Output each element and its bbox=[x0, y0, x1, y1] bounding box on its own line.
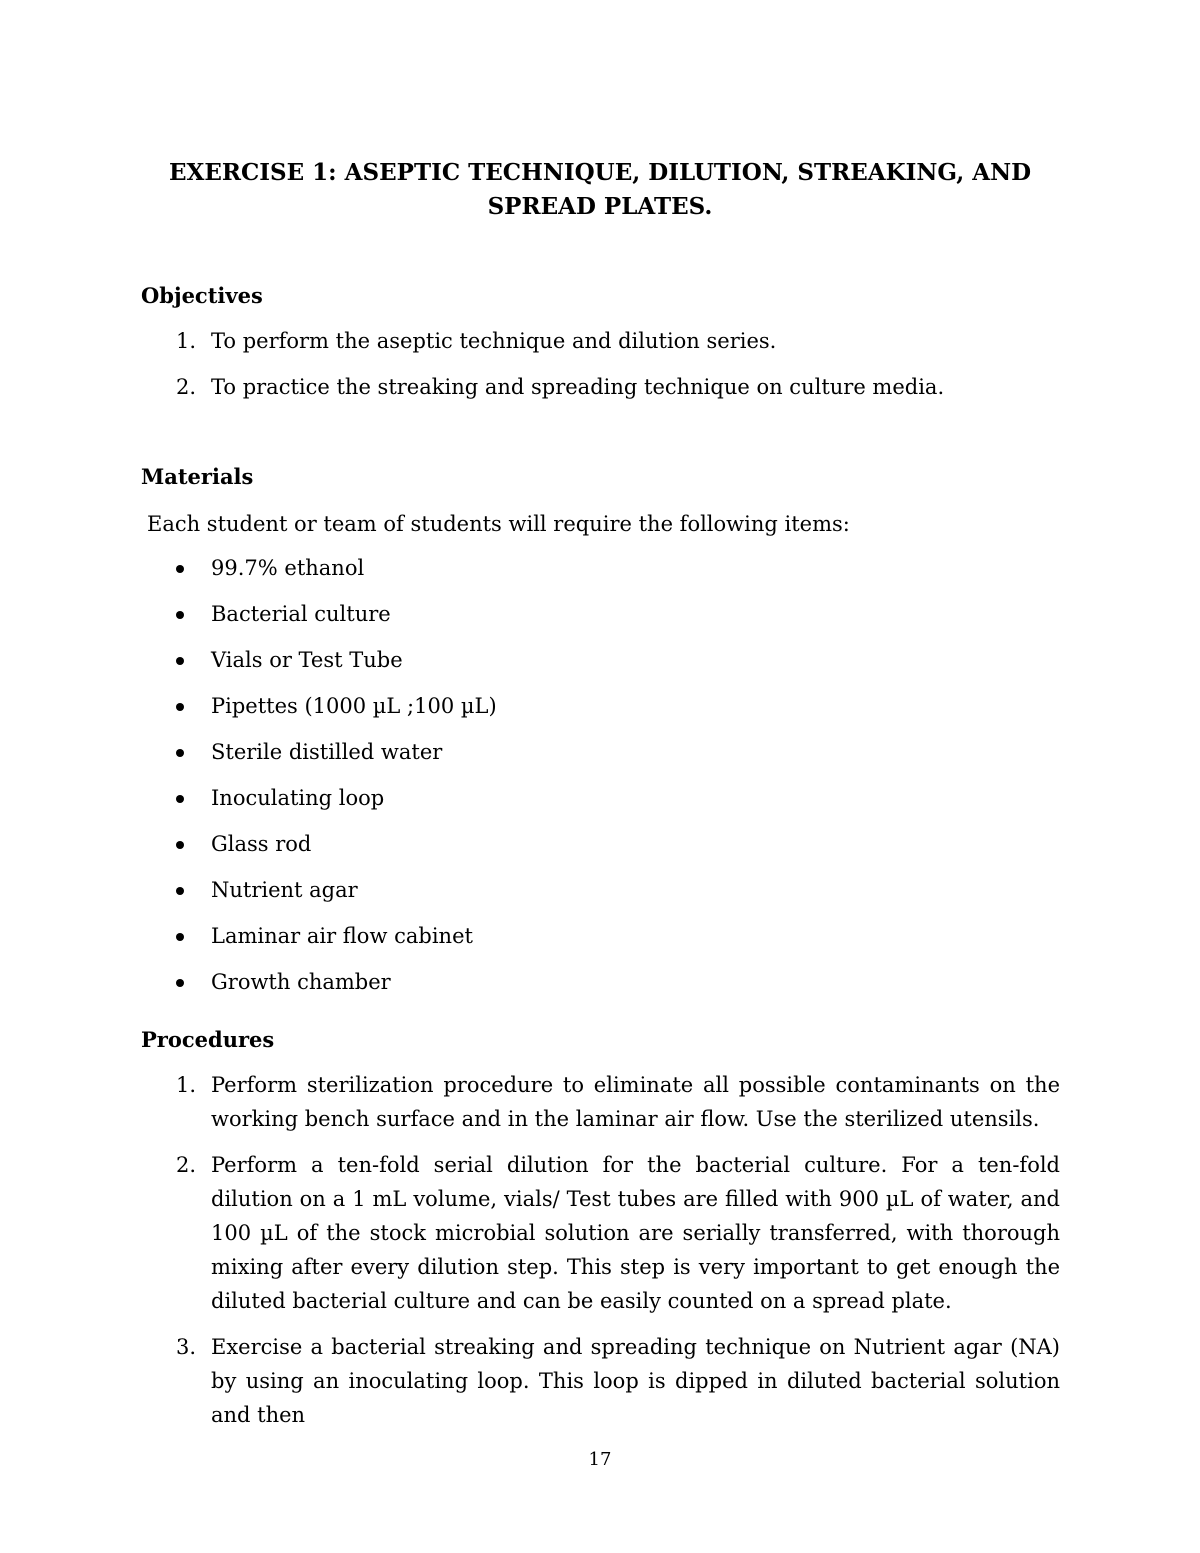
material-text: Pipettes (1000 µL ;100 µL) bbox=[211, 694, 497, 718]
objectives-heading: Objectives bbox=[141, 283, 263, 308]
procedures-heading: Procedures bbox=[141, 1027, 275, 1052]
material-text: Laminar air flow cabinet bbox=[211, 924, 473, 948]
bullet-icon bbox=[176, 611, 184, 619]
bullet-icon bbox=[176, 841, 184, 849]
material-text: Bacterial culture bbox=[211, 602, 391, 626]
material-text: 99.7% ethanol bbox=[211, 556, 365, 580]
material-text: Sterile distilled water bbox=[211, 740, 443, 764]
bullet-icon bbox=[176, 933, 184, 941]
page-number: 17 bbox=[588, 1449, 612, 1470]
bullet-icon bbox=[176, 703, 184, 711]
procedures-list bbox=[0, 1068, 1060, 1432]
bullet-icon bbox=[176, 979, 184, 987]
materials-intro: Each student or team of students will require the following items: bbox=[147, 512, 850, 536]
material-text: Glass rod bbox=[211, 832, 312, 856]
objectives-list bbox=[0, 324, 1060, 404]
procedure-text: Perform a ten-fold serial dilution for the bacterial culture. For a ten-fold dilution on a 1 mL volume, vials/ Test tubes are filled with 900 µL of water, and 100 µL of the stock microbial solution are serially transferred, with thorough mixing after every dilution step. This step is very important to get enough the diluted bacterial culture and can be easily counted on a spread plate. bbox=[211, 1153, 1060, 1313]
procedure-number: 3. bbox=[176, 1335, 197, 1359]
material-text: Vials or Test Tube bbox=[211, 648, 403, 672]
procedure-text: Perform sterilization procedure to eliminate all possible contaminants on the working bench surface and in the laminar air flow. Use the sterilized utensils. bbox=[211, 1073, 1060, 1131]
procedure-text: Exercise a bacterial streaking and spreading technique on Nutrient agar (NA) by using an inoculating loop. This loop is dipped in diluted bacterial solution and then bbox=[211, 1335, 1060, 1427]
bullet-icon bbox=[176, 565, 184, 573]
material-text: Inoculating loop bbox=[211, 786, 385, 810]
objective-number: 2. bbox=[176, 375, 197, 399]
procedure-item bbox=[0, 1068, 1060, 1136]
objective-number: 1. bbox=[176, 329, 197, 353]
procedure-number: 1. bbox=[176, 1073, 197, 1097]
objective-item bbox=[0, 324, 1060, 358]
procedure-item bbox=[0, 1148, 1060, 1318]
page-title: EXERCISE 1: ASEPTIC TECHNIQUE, DILUTION, STREAKING, AND SPREAD PLATES. bbox=[168, 159, 1032, 220]
material-text: Growth chamber bbox=[211, 970, 391, 994]
bullet-icon bbox=[176, 887, 184, 895]
procedure-number: 2. bbox=[176, 1153, 197, 1177]
bullet-icon bbox=[176, 749, 184, 757]
objective-text: To practice the streaking and spreading technique on culture media. bbox=[211, 375, 945, 399]
material-text: Nutrient agar bbox=[211, 878, 358, 902]
procedure-item bbox=[0, 1330, 1060, 1432]
materials-heading: Materials bbox=[141, 464, 254, 489]
objective-item bbox=[0, 370, 1060, 404]
objective-text: To perform the aseptic technique and dilution series. bbox=[211, 329, 777, 353]
bullet-icon bbox=[176, 795, 184, 803]
bullet-icon bbox=[176, 657, 184, 665]
